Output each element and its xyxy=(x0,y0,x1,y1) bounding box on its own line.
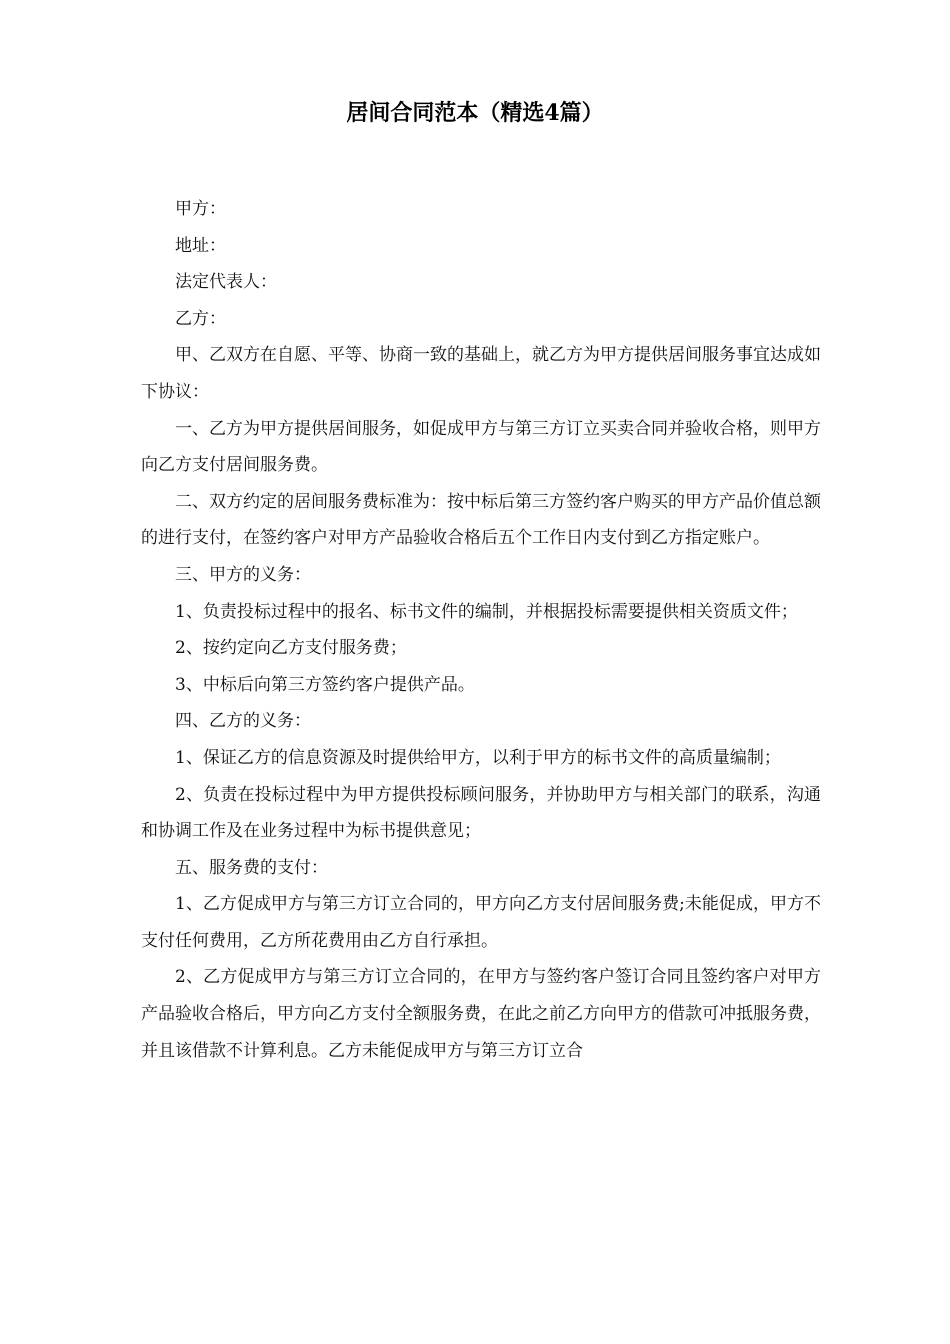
section-5-item-1: 1、乙方促成甲方与第三方订立合同的，甲方向乙方支付居间服务费;未能促成，甲方不支付任何费用，乙方所花费用由乙方自行承担。 xyxy=(141,894,821,951)
preamble-paragraph: 甲、乙双方在自愿、平等、协商一致的基础上，就乙方为甲方提供居间服务事宜达成如下协议： xyxy=(141,345,821,402)
section-3-item-3: 3、中标后向第三方签约客户提供产品。 xyxy=(175,674,475,695)
section-4-item-1: 1、保证乙方的信息资源及时提供给甲方，以利于甲方的标书文件的高质量编制； xyxy=(175,747,781,768)
document-body xyxy=(141,191,821,1069)
document-title: 居间合同范本（精选4篇） xyxy=(346,100,604,126)
section-5-item-2: 2、乙方促成甲方与第三方订立合同的，在甲方与签约客户签订合同且签约客户对甲方产品验收合格后，甲方向乙方支付全额服务费，在此之前乙方向甲方的借款可冲抵服务费，并且该借款不计算利息。乙方未能促成甲方与第三方订立合 xyxy=(141,967,821,1061)
clause-2-paragraph: 二、双方约定的居间服务费标准为：按中标后第三方签约客户购买的甲方产品价值总额的进行支付，在签约客户对甲方产品验收合格后五个工作日内支付到乙方指定账户。 xyxy=(141,491,821,549)
section-4-item-2: 2、负责在投标过程中为甲方提供投标顾问服务，并协助甲方与相关部门的联系，沟通和协调工作及在业务过程中为标书提供意见； xyxy=(141,784,821,842)
legal-representative-line: 法定代表人： xyxy=(175,272,277,293)
address-line: 地址： xyxy=(175,235,226,256)
party-b-line: 乙方： xyxy=(175,308,226,329)
section-3-item-1: 1、负责投标过程中的报名、标书文件的编制，并根据投标需要提供相关资质文件； xyxy=(175,601,798,622)
section-3-heading: 三、甲方的义务： xyxy=(175,564,311,585)
clause-1-paragraph: 一、乙方为甲方提供居间服务，如促成甲方与第三方订立买卖合同并验收合格，则甲方向乙方支付居间服务费。 xyxy=(141,418,821,476)
section-5-heading: 五、服务费的支付： xyxy=(175,857,328,878)
section-4-heading: 四、乙方的义务： xyxy=(175,711,311,732)
section-3-item-2: 2、按约定向乙方支付服务费； xyxy=(175,638,407,659)
party-a-line: 甲方： xyxy=(175,199,226,219)
